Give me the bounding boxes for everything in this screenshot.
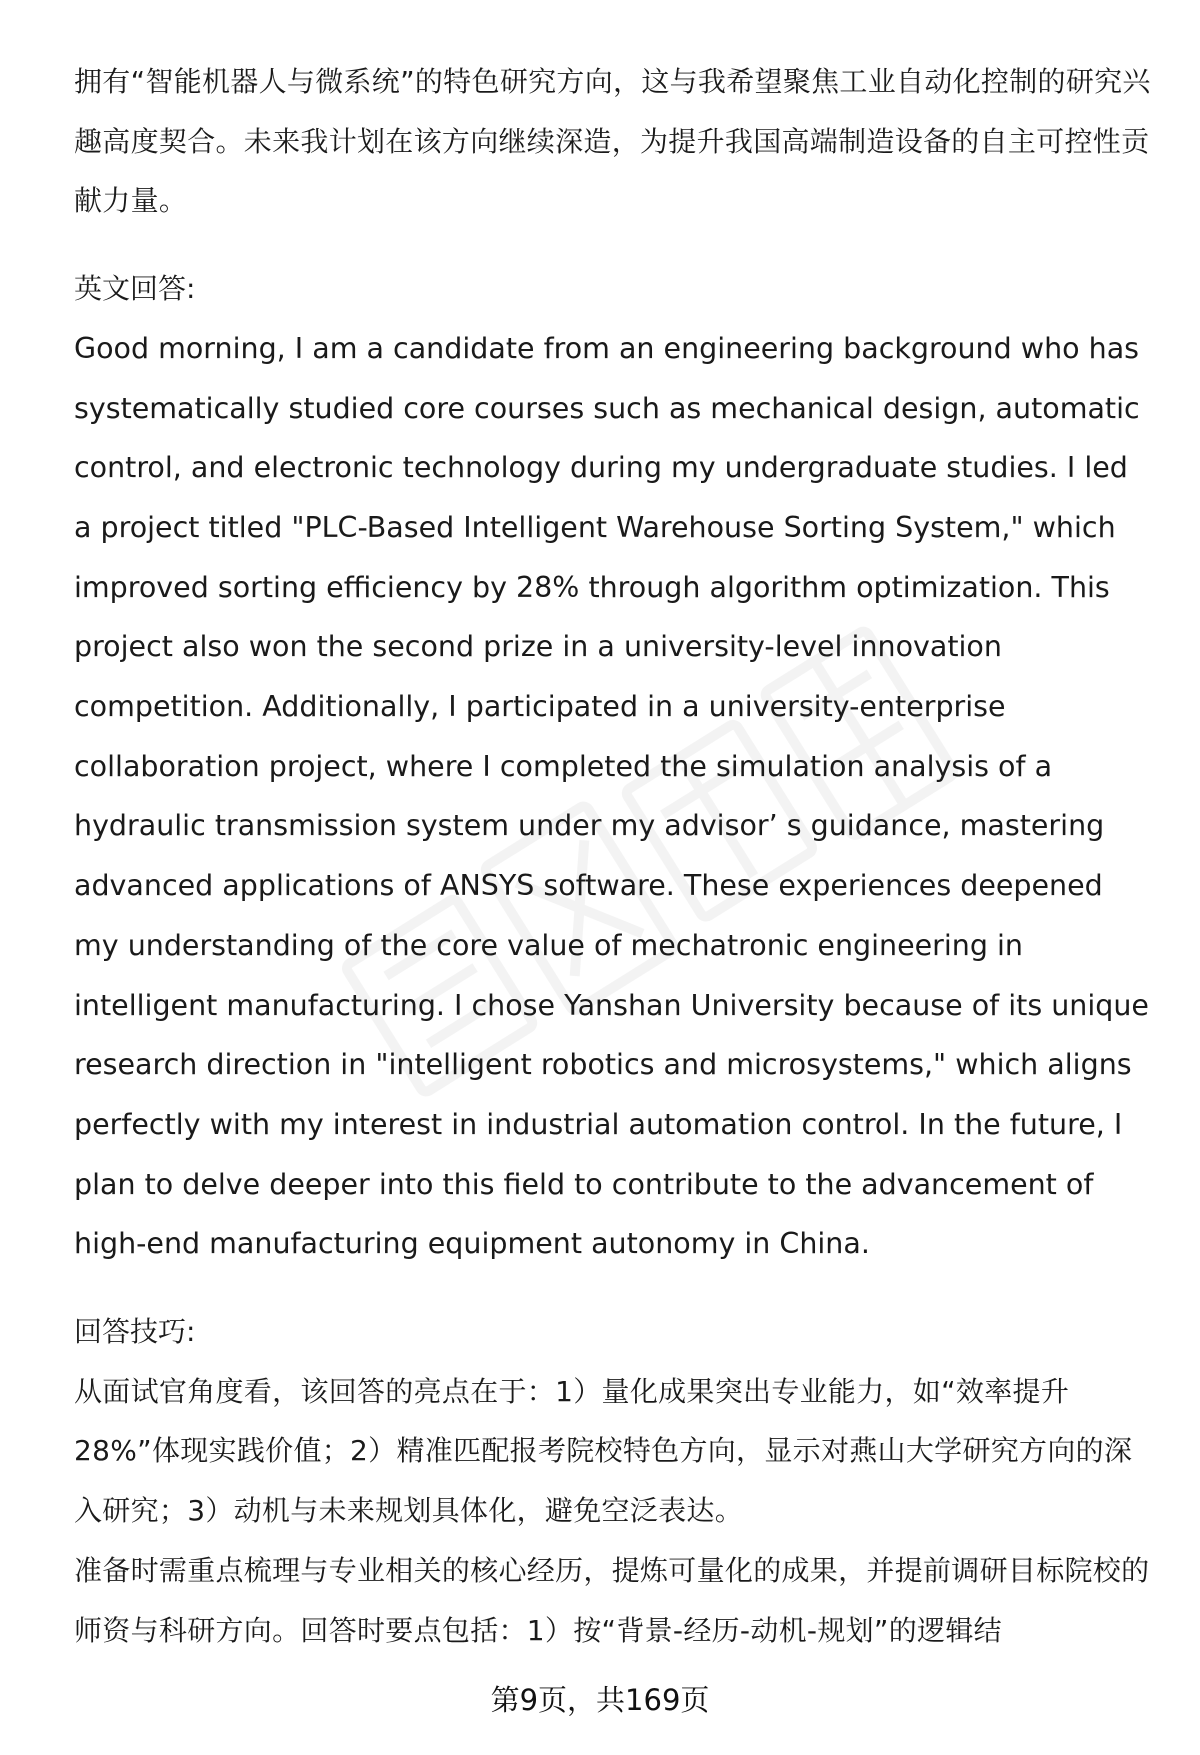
english-answer-paragraph: Good morning, I am a candidate from an engineering background who has systematically studied core courses such as mechanical design, automatic control, and electronic technology during my undergraduate studies. I led a project titled "PLC-Based Intelligent Warehouse Sorting System," which improved sorting efficiency by 28% through algorithm optimization. This project also won the second prize in a university-level innovation competition. Additionally, I participated in a university-enterprise collaboration project, where I completed the simulation analysis of a hydraulic transmission system under my advisor’ s guidance, mastering advanced applications of ANSYS software. These experiences deepened my understanding of the core value of mechatronic engineering in intelligent manufacturing. I chose Yanshan University because of its unique research direction in "intelligent robotics and microsystems," which aligns perfectly with my interest in industrial automation control. In the future, I plan to delve deeper into this field to contribute to the advancement of high-end manufacturing equipment autonomy in China. [74, 331, 1149, 1261]
spacer [74, 1274, 1154, 1302]
intro-paragraph: 拥有“智能机器人与微系统”的特色研究方向，这与我希望聚焦工业自动化控制的研究兴趣高度契合。未来我计划在该方向继续深造，为提升我国高端制造设备的自主可控性贡献力量。 [74, 65, 1151, 218]
document-body [74, 52, 1154, 1660]
english-answer-heading: 英文回答: [74, 272, 196, 306]
spacer [74, 231, 1154, 259]
page-number-footer: 第9页，共169页 [490, 1683, 710, 1717]
tips-paragraph-1: 从面试官角度看，该回答的亮点在于：1）量化成果突出专业能力，如“效率提升28%”体现实践价值；2）精准匹配报考院校特色方向，显示对燕山大学研究方向的深入研究；3）动机与未来规划具体化，避免空泛表达。 [74, 1374, 1133, 1528]
tips-paragraph-2: 准备时需重点梳理与专业相关的核心经历，提炼可量化的成果，并提前调研目标院校的师资与科研方向。回答时要点包括：1）按“背景-经历-动机-规划”的逻辑结 [74, 1553, 1150, 1647]
tips-heading: 回答技巧: [74, 1315, 196, 1349]
